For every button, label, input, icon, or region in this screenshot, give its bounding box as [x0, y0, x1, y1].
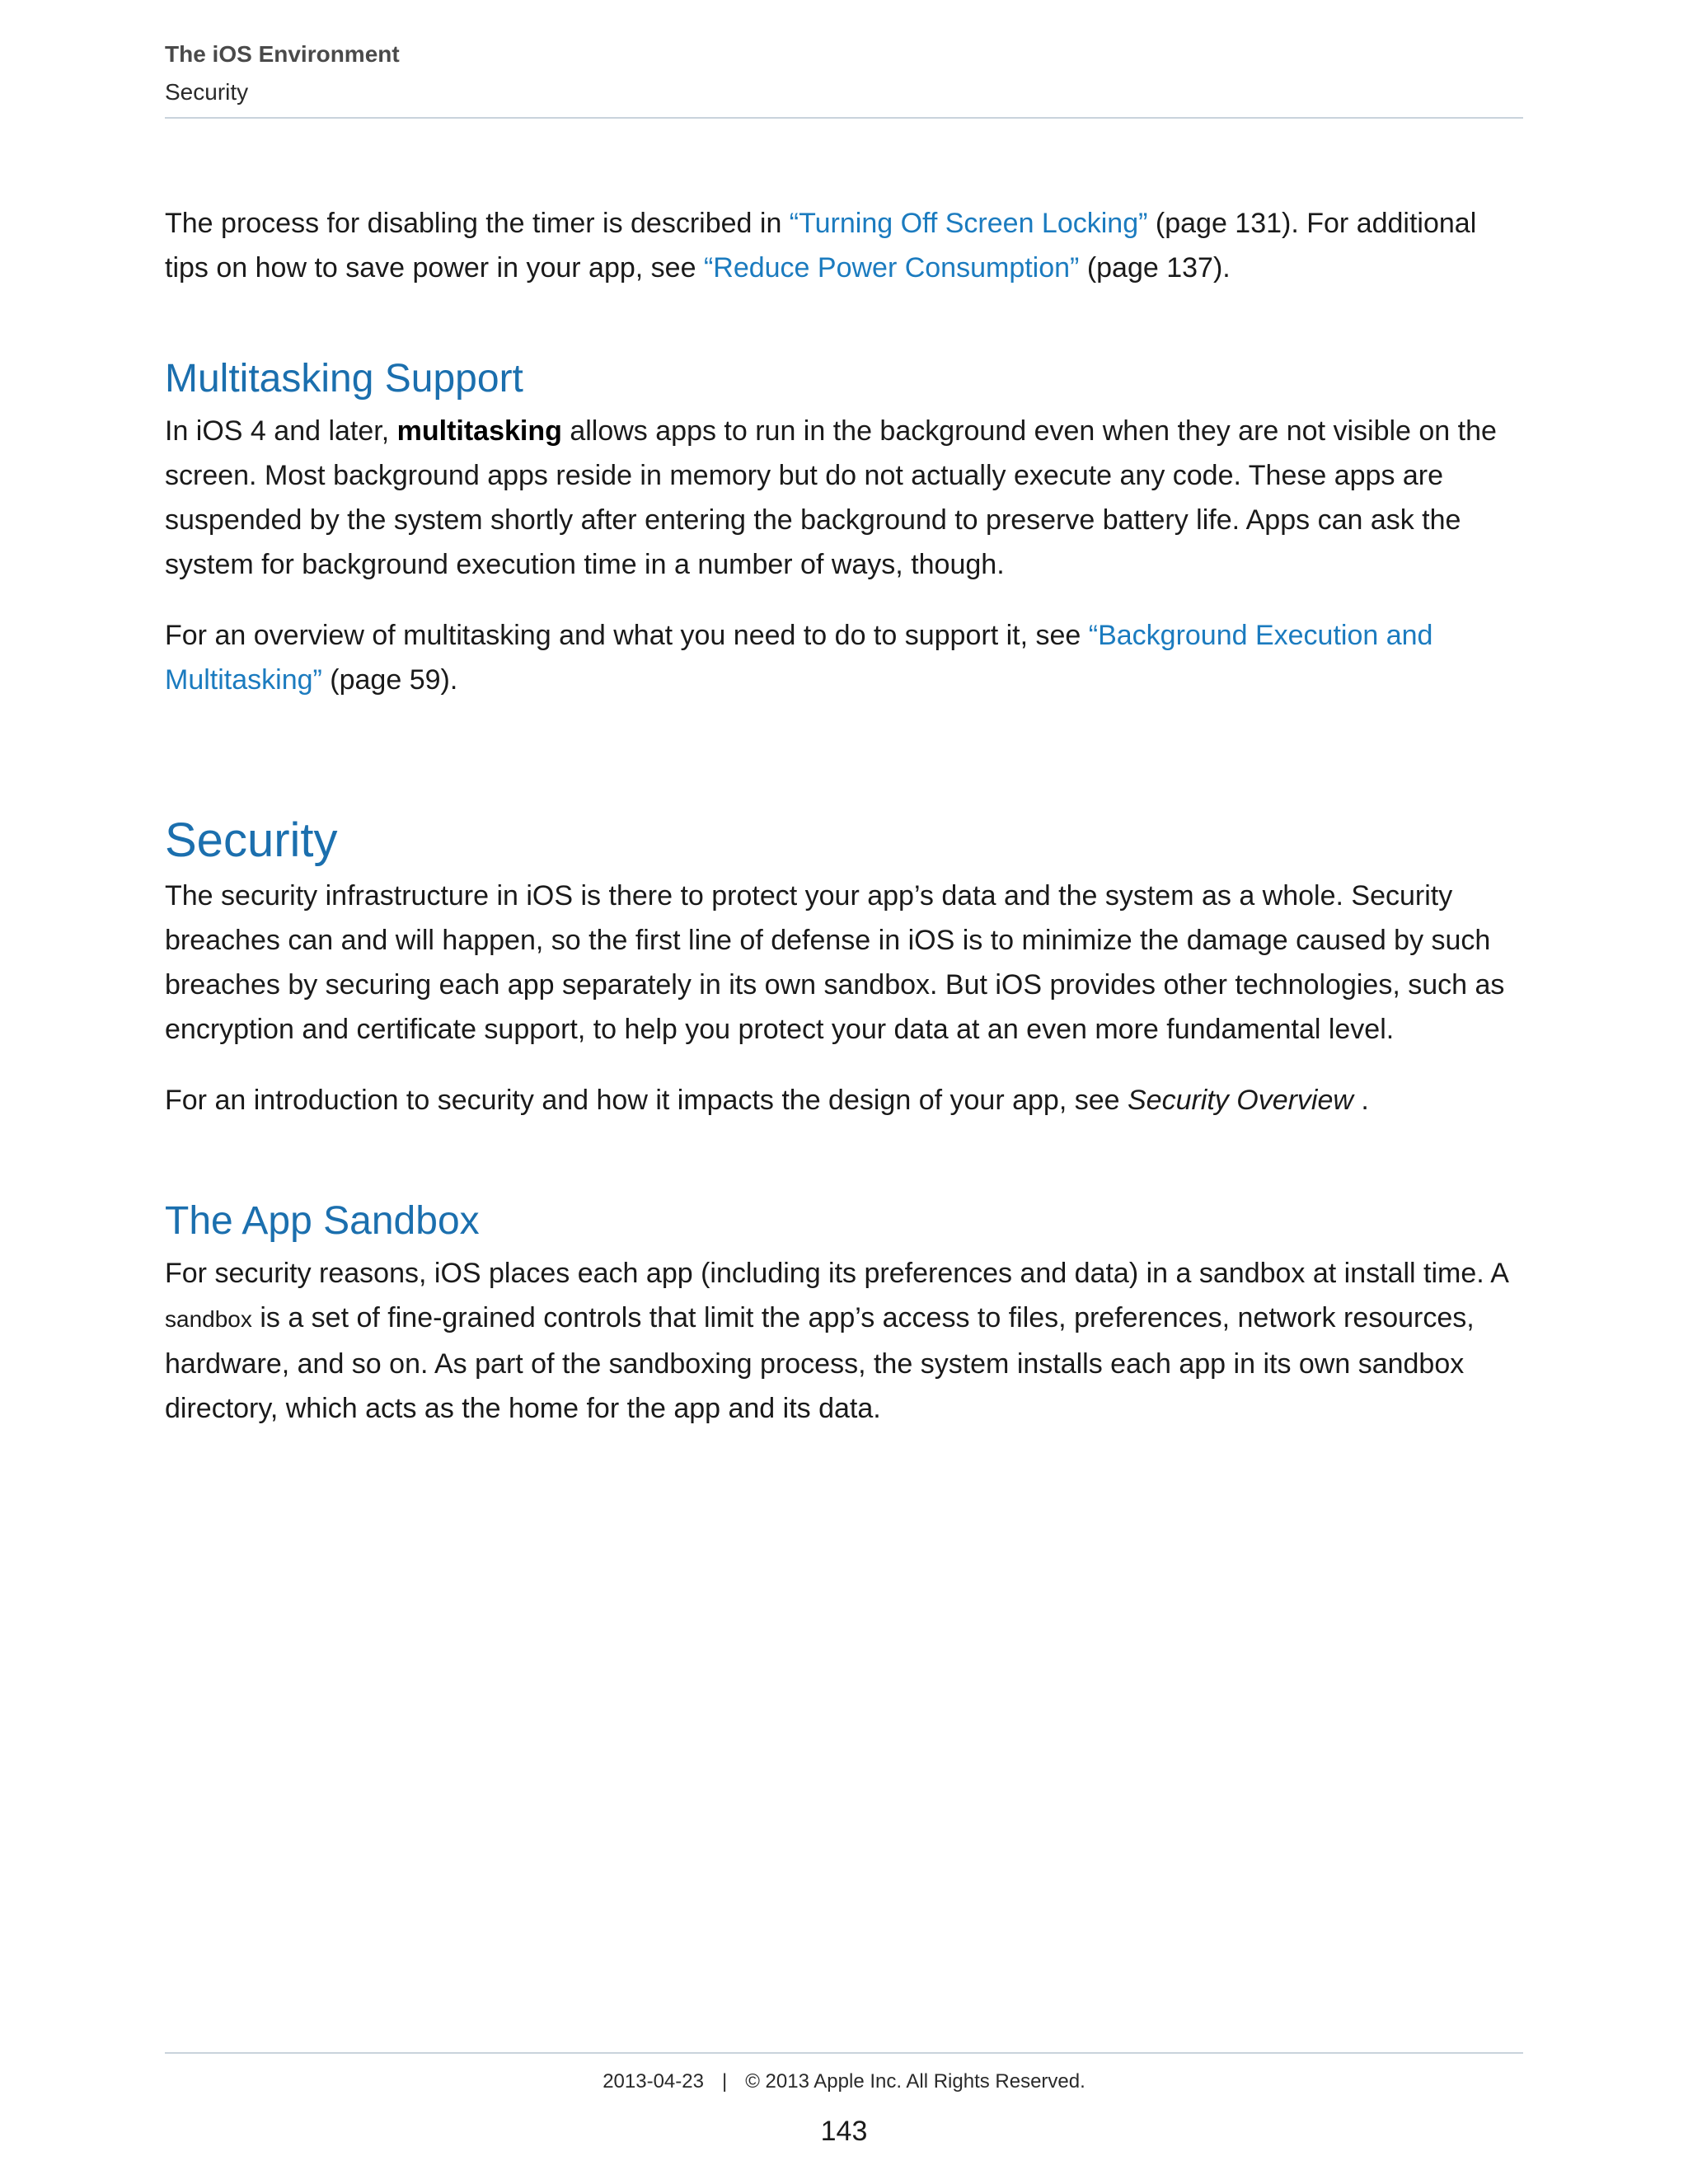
security-overview-reference: Security Overview	[1127, 1085, 1353, 1116]
app-sandbox-paragraph	[165, 1251, 1523, 1431]
multitasking-overview-text: For an overview of multitasking and what you need to do to support it, see	[165, 620, 1089, 651]
term-multitasking: multitasking	[396, 415, 562, 447]
security-intro-text: For an introduction to security and how it impacts the design of your app, see	[165, 1085, 1128, 1116]
app-sandbox-heading: The App Sandbox	[165, 1199, 480, 1243]
multitasking-paragraph-1	[165, 409, 1523, 587]
document-page	[165, 0, 1523, 2184]
sandbox-text-2: is a set of fine-grained controls that limit the app’s access to files, preferences, network resources, hardware, and so on. As part of the sandboxing process, the system installs each app in its own sandbox directory, which acts as the home for the app and its data.	[165, 1302, 1475, 1424]
header-section-title: Security	[165, 79, 249, 105]
multitasking-section	[165, 354, 1523, 702]
sandbox-text-1: For security reasons, iOS places each app (including its preferences and data) in a sandbox at install time. A	[165, 1258, 1508, 1289]
intro-text-3: (page 137).	[1079, 252, 1231, 284]
page-footer	[165, 2067, 1523, 2097]
footer-copyright: © 2013 Apple Inc. All Rights Reserved.	[745, 2070, 1085, 2093]
multitasking-text-2: allows apps to run in the background even when they are not visible on the screen. Most background apps reside in memory but do not actually execute any code. These apps are suspended by the system shortly after entering the background to preserve battery life. Apps can ask the system for background execution time in a number of ways, though.	[165, 415, 1497, 580]
security-period: .	[1353, 1085, 1369, 1116]
intro-text-1: The process for disabling the timer is described in	[165, 208, 790, 239]
header-chapter-title: The iOS Environment	[165, 41, 400, 67]
intro-text-2: (page 131). For additional tips on how to save power in your app, see	[165, 208, 1477, 284]
footer-date: 2013-04-23	[603, 2070, 704, 2093]
link-background-execution-and-multitasking[interactable]: “Background Execution and Multitasking”	[165, 620, 1433, 696]
link-reduce-power-consumption[interactable]: “Reduce Power Consumption”	[703, 252, 1080, 284]
security-paragraph-2	[165, 1078, 1523, 1122]
link-turning-off-screen-locking[interactable]: “Turning Off Screen Locking”	[789, 208, 1148, 239]
footer-separator: |	[721, 2070, 728, 2093]
security-section	[165, 811, 1523, 1122]
page-number: 143	[820, 2116, 868, 2147]
app-sandbox-section	[165, 1197, 1523, 1431]
security-heading: Security	[165, 813, 338, 867]
footer-divider	[165, 2052, 1523, 2054]
term-sandbox: sandbox	[165, 1306, 252, 1332]
intro-paragraph	[165, 201, 1523, 290]
running-header	[165, 38, 1523, 119]
multitasking-heading: Multitasking Support	[165, 357, 523, 401]
multitasking-paragraph-2	[165, 613, 1523, 702]
security-paragraph-1: The security infrastructure in iOS is there to protect your app’s data and the system as a whole. Security breaches can and will happen, so the first line of defense in iOS is to minimize the damage caused by such breaches by securing each app separately in its own sandbox. But iOS provides other technologies, such as encryption and certificate support, to help you protect your data at an even more fundamental level.	[165, 880, 1505, 1045]
multitasking-text-1: In iOS 4 and later,	[165, 415, 397, 447]
intro-paragraph-block	[165, 201, 1523, 290]
multitasking-page-ref: (page 59).	[321, 664, 458, 696]
